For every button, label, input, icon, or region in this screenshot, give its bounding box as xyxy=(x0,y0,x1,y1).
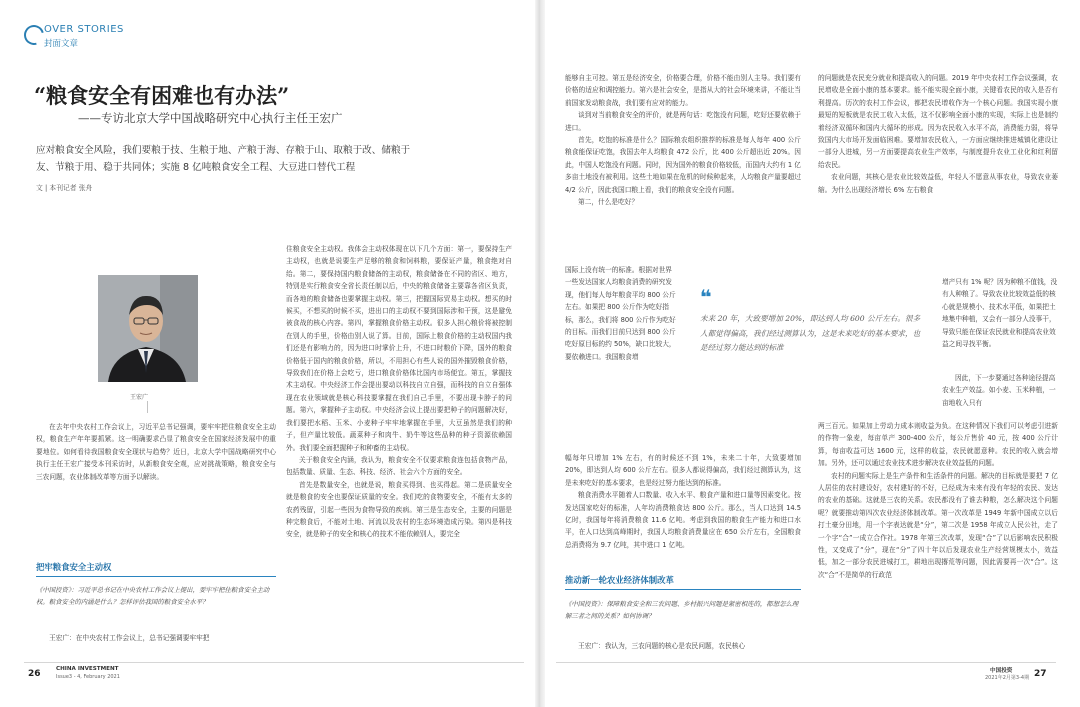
section-label-en: OVER STORIES xyxy=(44,24,124,35)
right-column-2-side: 增产只有 1% 呢？因为种粮不值钱，没有人种粮了。导致农业比较效益低的核心就是规模小、技术水平低，如果把土地集中种植，又会有一部分人没事干，导致只能在保证农民就业和提高农业效益之间寻找平衡。 xyxy=(942,278,1058,349)
left-column-2: 住粮食安全主动权。我体会主动权体现在以下几个方面：第一，要保持生产主动权，也就是说要生产足够的粮食和饲料粮，要保证产量，粮食绝对自给。第二，要保持国内粮食储备的主动权，粮食储备在不同的省区、地方，特别是实行粮食安全省长责任制以后，中央的粮食储备主要靠各省区负责，而各地的粮食储备也要掌握主动权。第三，把握国际贸易主动权。想买的时候买，不想买的时候不买，进出口的主动权不要到国际涉和干预，这是避免被食战的核心内容。第四，掌握粮食价格主动权。很多人担心粮价将被控制在别人的手里，价格由别人说了算。目前，国际上粮食价格的主动权国内我们还是有影响力的，因为进口时掌价上升，不进口时粮价下降，国外的粮食价格低于国内的粮食价格，所以，不用担心有些人说的国外摧毁粮食价格，导致我们在价格上会吃亏，进口粮食价格体比国内市场便宜。第五，掌握技术主动权。中央经济工作会提出要动以科技自立自强，而科技的自立自强体现在农业领域就是核心科技要掌握在我们自己手里，不要出现卡脖子的问题。第六，掌握种子主动权。中央经济会议上提出要把种子的问题解决好，我们要把水稻、玉米、小麦种子牢牢地掌握在手里，大豆虽然是我们的种子，但产量比较低。蔬菜种子和肉牛、奶牛等这些品种的种子资源依赖国外。我们要全面把握种子和种畜的主动权。 关于粮食安全内涵，我认为，粮食安全不仅要求粮食连包括食物产品，包括数量、质量、生态、科技、经济、社会六个方面的安全。 首先是数量安全，也就是说，粮食买得到、也买得起。第二是质量安全就是粮食的安全也要保证质量的安全。我们吃的食物要安全，不能有太多的农药残留，引起一些因为食物导致的疾病。第三是生态安全，主要的问题是种完粮食后，不能对土地、河流以及农村的生态环境造成污染。第四是科技安全，就是种子的安全和核心的技术不能依赖别人，要完全 xyxy=(286,245,512,539)
footer-issue-left: Issue3 - 4, February 2021 xyxy=(56,674,120,680)
right-column-1-bottom: 幅每年只增加 1% 左右，有的时候还不到 1%，未来二十年，大致要增加 20%，即达到人均 600 公斤左右。很多人都说得偏高，我们经过测算认为，这是未来吃好的基本要求，也是经过努力能达到的标准。 粮食消费水平随着人口数量、收入水平、粮食产量和进口量等因素变化。按发达国家吃好的标准，人年均消费粮食达 800 公斤。那么，当人口达到 14.5 亿时，我国每年将消费粮食 11.6 亿吨。考虑到我国的粮食生产能力和进口水平，在人口达到高峰期时，我国人均粮食消费量应在 650 公斤左右，全国粮食总消费将为 9.7 亿吨，其中进口 1 亿吨。 xyxy=(565,454,801,549)
portrait-figure xyxy=(98,275,198,382)
quote-mark-icon: ❝ xyxy=(700,285,712,309)
right-column-1-top: 能够自主可控。第五是经济安全，价格要合理，价格不能由别人主导。我们要有价格的适应和调控能力。第六是社会安全，是指从大的社会环境来讲，不能让当前国家发动粮食战，我们要有应对的能力。 谈到对当前粮食安全的评价，就是两句话：吃饱没有问题，吃好还要依赖于进口。 首先，吃饱的标准是什么？国际粮农组织推荐的标准是每人每年 400 公斤粮食能保证吃饱，我国去年人均粮食 472 公斤，比 400 公斤超出近 20%。因此，中国人吃饱没有问题。同时，因为国外的粮食价格较低，而国内大约有 1 亿多亩土地没有被利用。这些土地如果在危机的时候种起来，人均粮食产量要超过 4/2 公斤，因此我国口粮上看，我们的粮食安全没有问题。 第二，什么是吃好？ xyxy=(565,74,801,207)
footer-brand-left: CHINA INVESTMENT xyxy=(56,666,119,672)
article-lead: 应对粮食安全风险，我们要粮于技、生粮于地、产粮于海、存粮于山、取粮于改、储粮于友、节粮于用、稳于共同体；实施 8 亿吨粮食安全工程、大豆进口替代工程 xyxy=(36,145,411,173)
caption-line xyxy=(147,401,148,413)
intro-paragraph: 在去年中央农村工作会议上，习近平总书记强调，要牢牢把住粮食安全主动权，粮食生产年年要抓紧。这一明确要求凸显了粮食安全在国家经济发展中的重要地位。如何看待我国粮食安全现状与趋势？近日，北京大学中国战略研究中心执行主任王宏广接受本刊采访时，从新粮食安全观，应对挑战策略，粮食安全与三农问题，农业体制改革等方面予以解读。 xyxy=(36,423,276,481)
right-column-2-side-2: 因此，下一步要通过各种途径提高农业生产效益。如小麦、玉米种植，一亩地收入只有 xyxy=(942,374,1056,407)
author-photo xyxy=(98,275,198,382)
right-column-1-mid: 国际上没有统一的标准。根据对世界一些发达国家人均粮食消费的研究发现，他们每人每年粮食平均 800 公斤左右。如果把 800 公斤作为吃好指标，那么，我们将 800 公斤作为吃好的目标。而我们目前只达到 800 公斤吃好原目标的约 50%，缺口比较大，要依赖进口。我国粮食增 xyxy=(565,266,676,361)
section-heading-2: 推动新一轮农业经济体制改革 xyxy=(565,574,801,590)
page-number-left: 26 xyxy=(28,669,41,679)
footer-brand-right: 中国投资 xyxy=(990,668,1013,674)
footer-issue-right: 2021年2月第3-4期 xyxy=(985,675,1030,681)
section-label-cn: 封面文章 xyxy=(44,39,79,49)
article-title: “粮食安全有困难也有办法” xyxy=(34,83,290,108)
right-column-2-top: 的问题就是农民充分就业和提高收入的问题。2019 年中央农村工作会议强调，农民增收是全面小康的基本要求。能不能实现全面小康，关键看农民的收入是否有利提高。历次的农村工作会议，都把农民增收作为一个核心问题。我国实现小康最短的短板就是农民工收入太低，这不仅影响全面小康的实现，实际上也是制约着经济双循环和国内大循环的形成。因为农民收入水平不高，消费能力弱，将导致国内大市场开发面临困难。要增加农民收入，一方面应继续推进城镇化建设让一部分人进城，另一方面要提高农业生产效率，与制度提升农业工业化和红利留给农民。 农业问题，其核心是农业比较效益低，年轻人不愿意从事农业，导致农业萎缩。为什么出现经济增长 6% 左右粮食 xyxy=(818,74,1058,194)
question-2: 《中国投资》：保障粮食安全和三农问题、乡村振兴问题是紧密相连的，都想怎么理解三者之间的关系？如何协调？ xyxy=(565,600,799,621)
footer-rule-left xyxy=(24,662,524,663)
question-1: 《中国投资》：习近平总书记在中央农村工作会议上提出，要牢牢把住粮食安全主动权。粮食安全的内涵是什么？怎样评估我国的粮食安全水平？ xyxy=(36,586,270,607)
byline: 文 | 本刊记者 张舟 xyxy=(36,184,93,192)
pull-quote: 未来 20 年，大致要增加 20%，即达到人均 600 公斤左右。很多人都觉得偏高，我们经过测算认为，这是未来吃好的基本要求，也是经过努力能达到的标准 xyxy=(700,314,921,352)
footer-rule-right xyxy=(556,662,1056,663)
answer-1-start: 王宏广：在中央农村工作会议上，总书记强调要牢牢把 xyxy=(49,634,210,642)
right-column-2-bottom: 两三百元。如果加上劳动力成本则收益为负。在这种情况下我们可以考虑引进新的作物一象麦，每亩单产 300-400 公斤，每公斤售价 40 元，按 400 公斤计算，每亩收益可达 1600 元，这样的收益，农民就愿意种。农民的收入就会增加。另外，还可以通过农业技术进步解决农业效益低的问题。 农村的问题实际上是生产条件和生活条件的问题。解决的目标就是要把 7 亿人居住的农村建设好，农村建好的不好，已经成为未来有没有年轻的农民、发达的农业的基础。这就是三农的关系。农民都没有了谁去种粮，怎么解决这个问题呢？就要推动第四次农业经济体制改革。第一次改革是 1949 年新中国成立以后打土豪分田地，用一个字表达就是“分”，第二次是 1958 年成立人民公社，走了一个字“合”一成立合作社。1978 年第三次改革，发现“合”了以后影响农民积极性，又变成了“分”，现在“分”了四十年以后发现农业生产经营规模太小，效益低，加之一部分农民进城打工，耕地出现撂荒等问题，因此需要再一次“合”。这次“合”不是简单的行政范 xyxy=(818,422,1058,579)
article-subtitle: ——专访北京大学中国战略研究中心执行主任王宏广 xyxy=(78,111,343,125)
photo-caption: 王宏广 xyxy=(130,394,149,401)
section-heading-1: 把牢粮食安全主动权 xyxy=(36,561,276,577)
page-number-right: 27 xyxy=(1034,669,1047,679)
answer-2-start: 王宏广：我认为，三农问题的核心是农民问题，农民核心 xyxy=(578,642,746,650)
spine-gutter xyxy=(535,0,545,707)
